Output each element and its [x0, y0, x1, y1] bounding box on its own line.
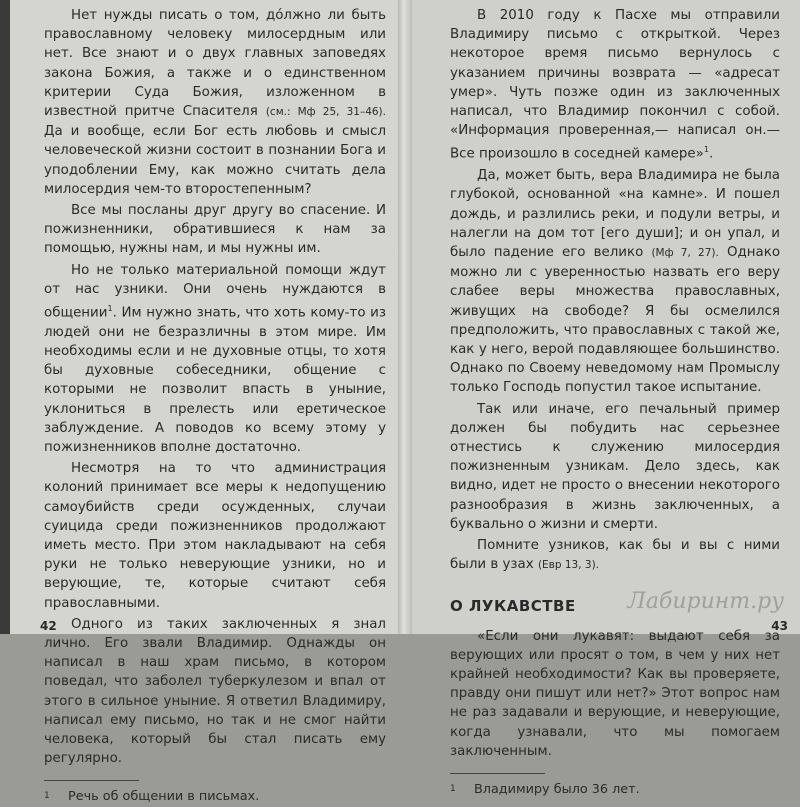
scripture-reference: (см.: Мф 25, 31–46). [265, 106, 386, 119]
footnote-text: Речь об общении в письмах. [68, 789, 260, 805]
text: . [708, 146, 714, 162]
footnote [450, 780, 780, 799]
text: Помните узников, как бы и вы с ними были в узах [450, 537, 780, 573]
text: Да, может быть, вера Владимира не была глубокой, основанной «на камне». И пошел дождь, и разлились реки, и подули ветры, и налегли на дом тот [его души]; и он упал, и было падение его велико [450, 168, 780, 260]
watermark: Лабиринт.ру [627, 589, 784, 614]
footnote-marker: 1 [107, 304, 113, 314]
book-edge [0, 0, 10, 634]
right-page [412, 0, 800, 797]
book-spine [398, 0, 412, 634]
text: В 2010 году к Пасхе мы отправили Владимиру письмо с открыткой. Через некоторое время письмо вернулось с указанием причины возврата — «адресат умер». Чуть позже один из заключенных написал, что Владимир покончил с собой. «Информация проверенная,— написал он.— Все произошло в соседней камере» [450, 8, 780, 162]
footnote-divider [450, 773, 545, 774]
footnote-divider [44, 780, 139, 781]
text: Но не только материальной помощи ждут от нас узники. Они очень нуждаются в общении [44, 262, 386, 321]
footnote [44, 787, 386, 806]
footnote-marker: 1 [703, 145, 709, 155]
section-heading: О ЛУКАВСТВЕ [450, 597, 576, 616]
scripture-reference: (Евр 13, 3). [537, 559, 600, 572]
paragraph [450, 536, 780, 575]
paragraph: Все мы посланы друг другу во спасение. И пожизненники, обратившиеся к нам за помощью, нужны нам, и мы нужны им. [44, 203, 386, 257]
text: . Им нужно знать, что хоть кому-то из людей они не безразличны в этом мире. Им необходимы если и не духовные отцы, то хотя бы духовные собеседники, общение с которыми не позволит впасть в уныние, уклониться в прелесть или еретическое заблуждение. А поводов ко всему этому у пожизненников вполне достаточно. [44, 305, 386, 455]
footnote-text: Владимиру было 36 лет. [474, 781, 640, 797]
text: Нет нужды писать о том, до́лжно ли быть православному человеку милосердным или нет. Все знают и о двух главных заповедях закона Божия, а также и о единственном критерии Суда Божия, изложенном в известной притче Спасителя [44, 8, 386, 120]
text: Да и вообще, если Бог есть любовь и смысл человеческой жизни состоит в познании Бога и уподоблении Ему, как можно считать дела милосердия чем-то второстепенным? [44, 124, 386, 197]
footnote-number: 1 [44, 791, 50, 802]
paragraph [44, 6, 386, 199]
scripture-reference: (Мф 7, 27). [651, 246, 719, 259]
paragraph [44, 261, 386, 458]
paragraph: «Если они лукавят: выдают себя за верующих или просят о том, в чем у них нет крайней необходимости? Как вы проверяете, правду они пишут или нет?» Этот вопрос нам не раз задавали и верующие, и неверующие, когда узнавали, что мы помогаем заключенным. [450, 628, 780, 759]
page-number: 43 [771, 618, 788, 633]
paragraph: Так или иначе, его печальный пример должен бы побудить нас серьезнее отнестись к служению милосердия пожизненным узникам. Дело здесь, как видно, идет не просто о внесении некоторого разнообразия в жизнь заключенных, а буквально о жизни и смерти. [450, 401, 780, 532]
text: Однако можно ли с уверенностью назвать его веру слабее веры множества православных, живущих на свободе? Я бы осмелился предположить, что православных с такой же, как у него, верой подавляющее большинство. Однако по Своему неведомому нам Промыслу только Господь попустил такое испытание. [450, 244, 781, 396]
paragraph: Одного из таких заключенных я знал лично. Его звали Владимир. Однажды он написал в наш храм письмо, в котором поведал, что заболел туберкулезом и впал от этого в сильное уныние. Я ответил Владимиру, написал ему письмо, но так и не смог найти человека, который бы стал писать ему регулярно. [44, 616, 386, 767]
page-number: 42 [40, 618, 57, 633]
paragraph [450, 166, 780, 397]
paragraph: Несмотря на то что администрация колоний принимает все меры к недопущению самоубийств среди осужденных, случаи суицида среди пожизненников продолжают иметь место. При этом накладывают на себя руки не только неверующие узники, но и верующие, те, которые считают себя православными. [44, 461, 386, 611]
left-page [10, 0, 398, 805]
footnote-number: 1 [450, 783, 456, 794]
paragraph [450, 6, 780, 164]
